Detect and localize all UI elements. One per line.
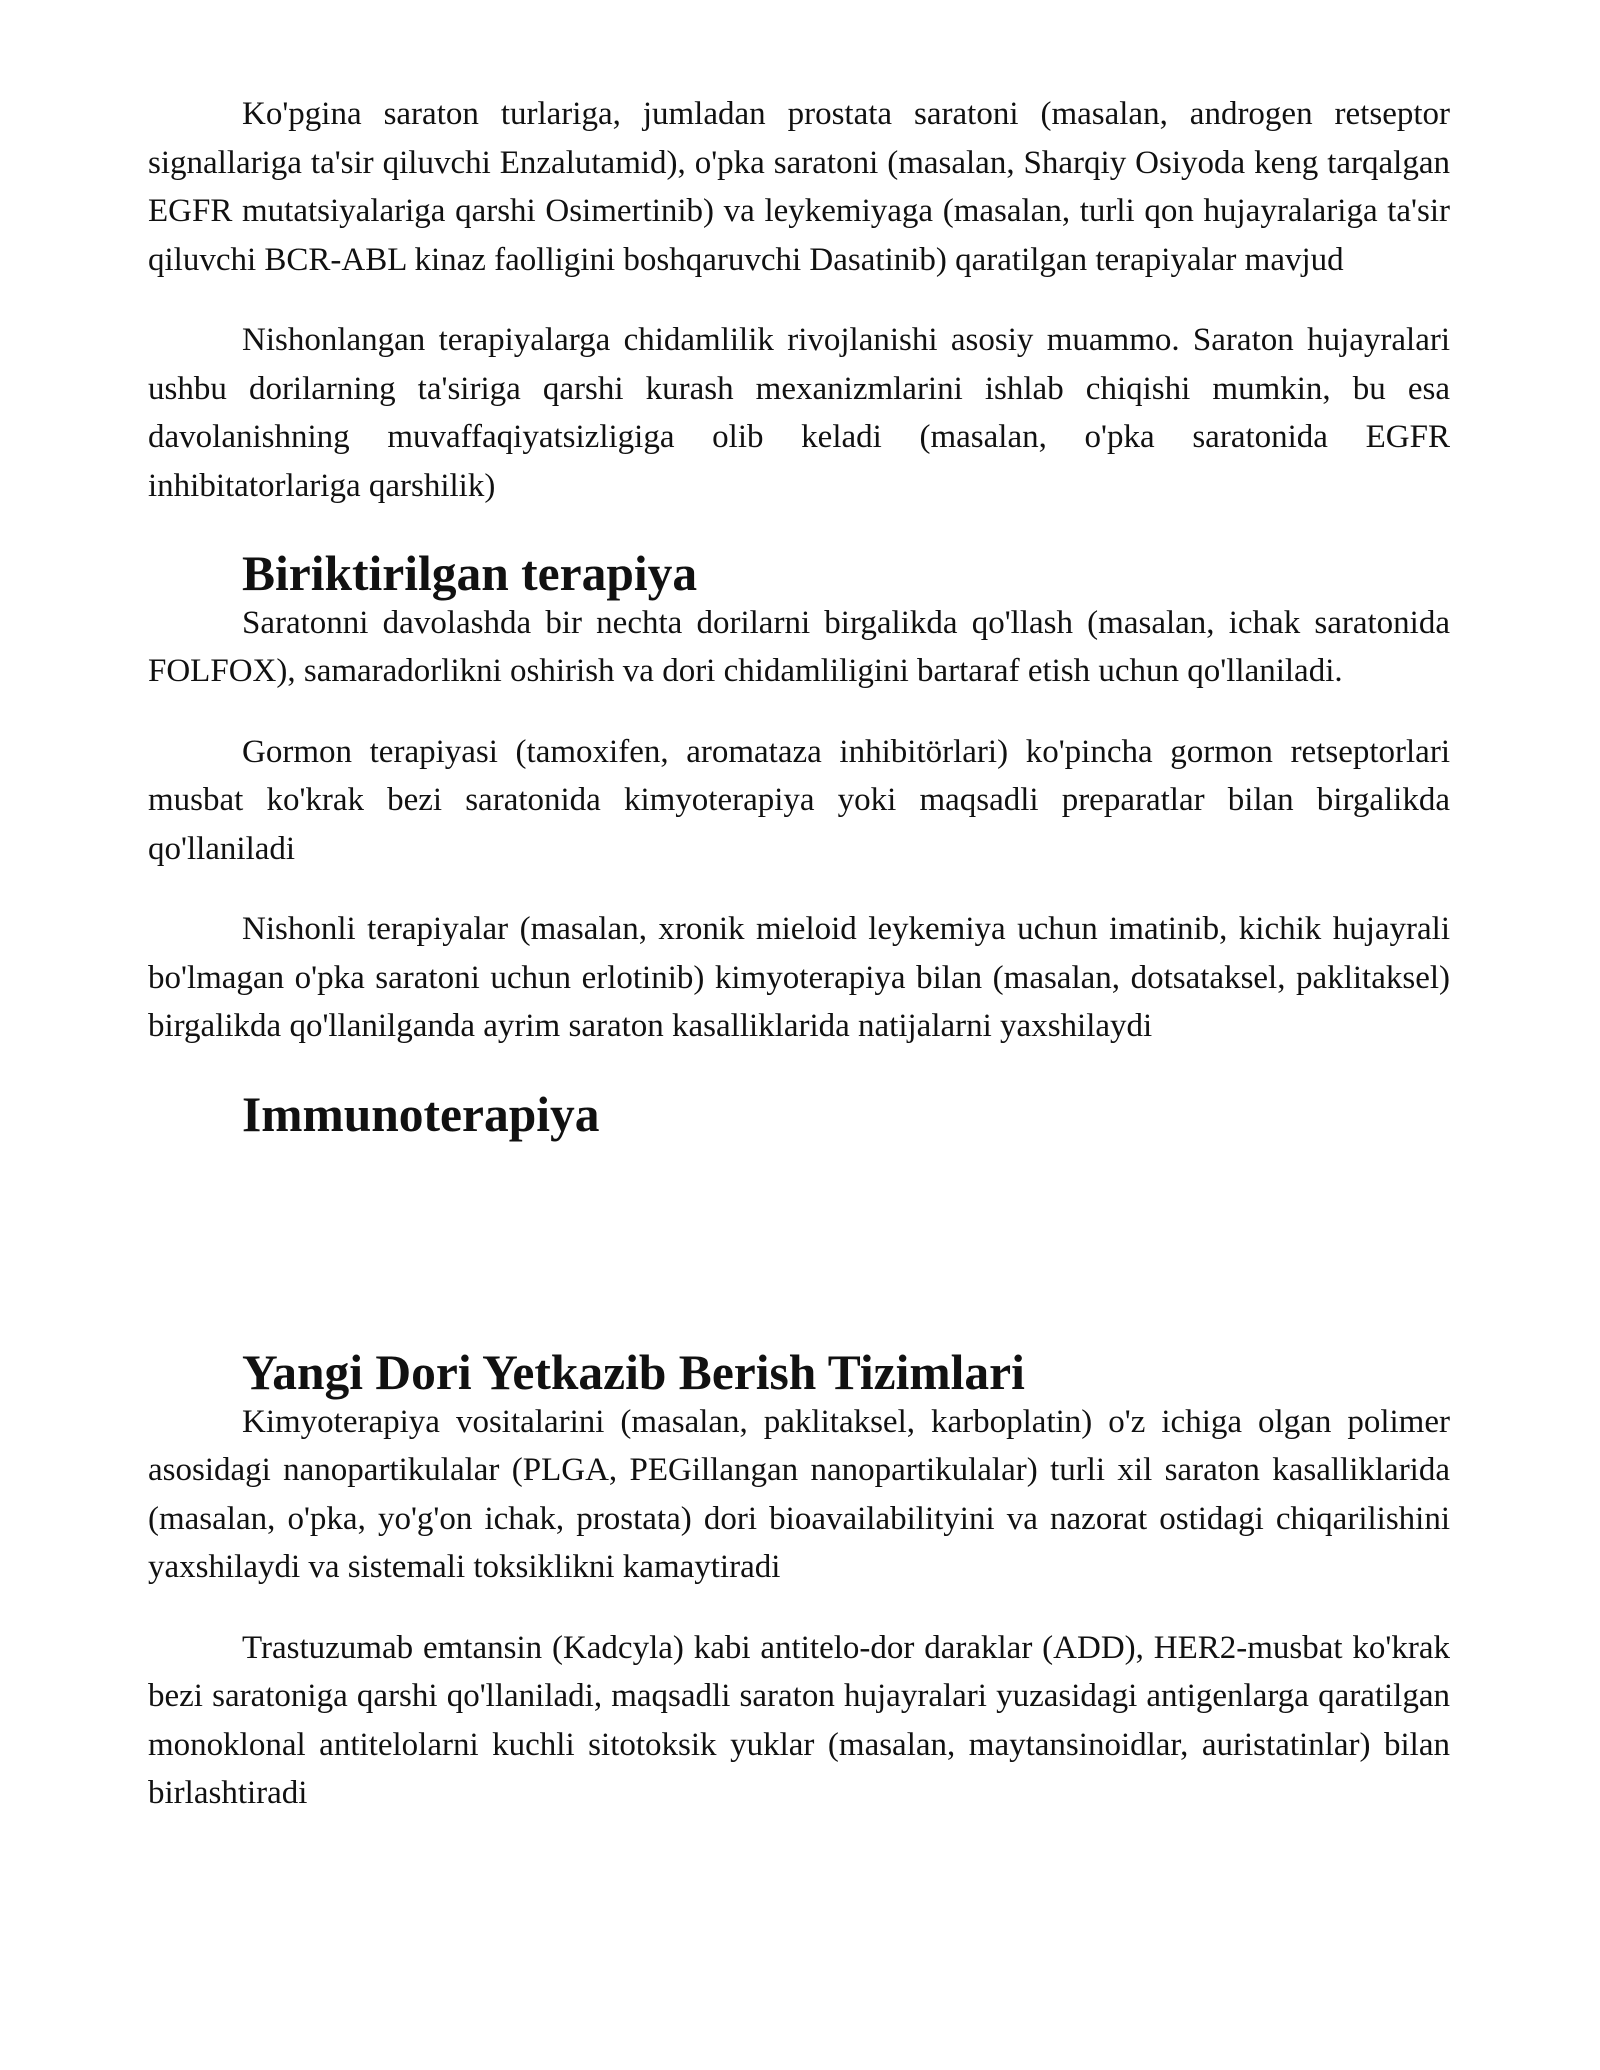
paragraph: Nishonli terapiyalar (masalan, xronik mieloid leykemiya uchun imatinib, kichik hujayrali bo'lmagan o'pka saratoni uchun erlotinib) kimyoterapiya bilan (masalan, dotsataksel, paklitaksel) birgalikda qo'llanilganda ayrim saraton kasalliklarida natijalarni yaxshilaydi <box>148 911 1450 1044</box>
paragraph: Kimyoterapiya vositalarini (masalan, paklitaksel, karboplatin) o'z ichiga olgan polimer asosidagi nanopartikulalar (PLGA, PEGillangan nanopartikulalar) turli xil saraton kasalliklarida (masalan, o'pka, yo'g'on ichak, prostata) dori bioavailabilityini va nazorat ostidagi chiqarilishini yaxshilaydi va sistemali toksiklikni kamaytiradi <box>148 1403 1450 1585</box>
paragraph: Ko'pgina saraton turlariga, jumladan prostata saratoni (masalan, androgen retseptor signallariga ta'sir qiluvchi Enzalutamid), o'pka saratoni (masalan, Sharqiy Osiyoda keng tarqalgan EGFR mutatsiyalariga qarshi Osimertinib) va leykemiyaga (masalan, turli qon hujayralariga ta'sir qiluvchi BCR-ABL kinaz faolligini boshqaruvchi Dasatinib) qaratilgan terapiyalar mavjud <box>148 96 1450 278</box>
blank-space <box>148 1139 1450 1349</box>
section-heading-immunoterapiya: Immunoterapiya <box>242 1086 600 1142</box>
paragraph: Gormon terapiyasi (tamoxifen, aromataza inhibitörlari) ko'pincha gormon retseptorlari musbat ko'krak bezi saratonida kimyoterapiya yoki maqsadli preparatlar bilan birgalikda qo'llaniladi <box>148 733 1450 867</box>
section-heading-yangi-dori: Yangi Dori Yetkazib Berish Tizimlari <box>242 1345 1025 1400</box>
paragraph: Trastuzumab emtansin (Kadcyla) kabi antitelo-dor daraklar (ADD), HER2-musbat ko'krak bezi saratoniga qarshi qo'llaniladi, maqsadli saraton hujayralari yuzasidagi antigenlarga qaratilgan monoklonal antitelolarni kuchli sitotoksik yuklar (masalan, maytansinoidlar, auristatinlar) bilan birlashtiradi <box>148 1629 1450 1811</box>
paragraph: Saratonni davolashda bir nechta dorilarni birgalikda qo'llash (masalan, ichak saratonida FOLFOX), samaradorlikni oshirish va dori chidamliligini bartaraf etish uchun qo'llaniladi. <box>148 604 1450 689</box>
document-page <box>148 90 1450 1818</box>
paragraph: Nishonlangan terapiyalarga chidamlilik rivojlanishi asosiy muammo. Saraton hujayralari ushbu dorilarning ta'siriga qarshi kurash mexanizmlarini ishlab chiqishi mumkin, bu esa davolanishning muvaffaqiyatsizligiga olib keladi (masalan, o'pka saratonida EGFR inhibitatorlariga qarshilik) <box>148 322 1450 504</box>
section-heading-biriktirilgan-terapiya: Biriktirilgan terapiya <box>242 546 698 601</box>
